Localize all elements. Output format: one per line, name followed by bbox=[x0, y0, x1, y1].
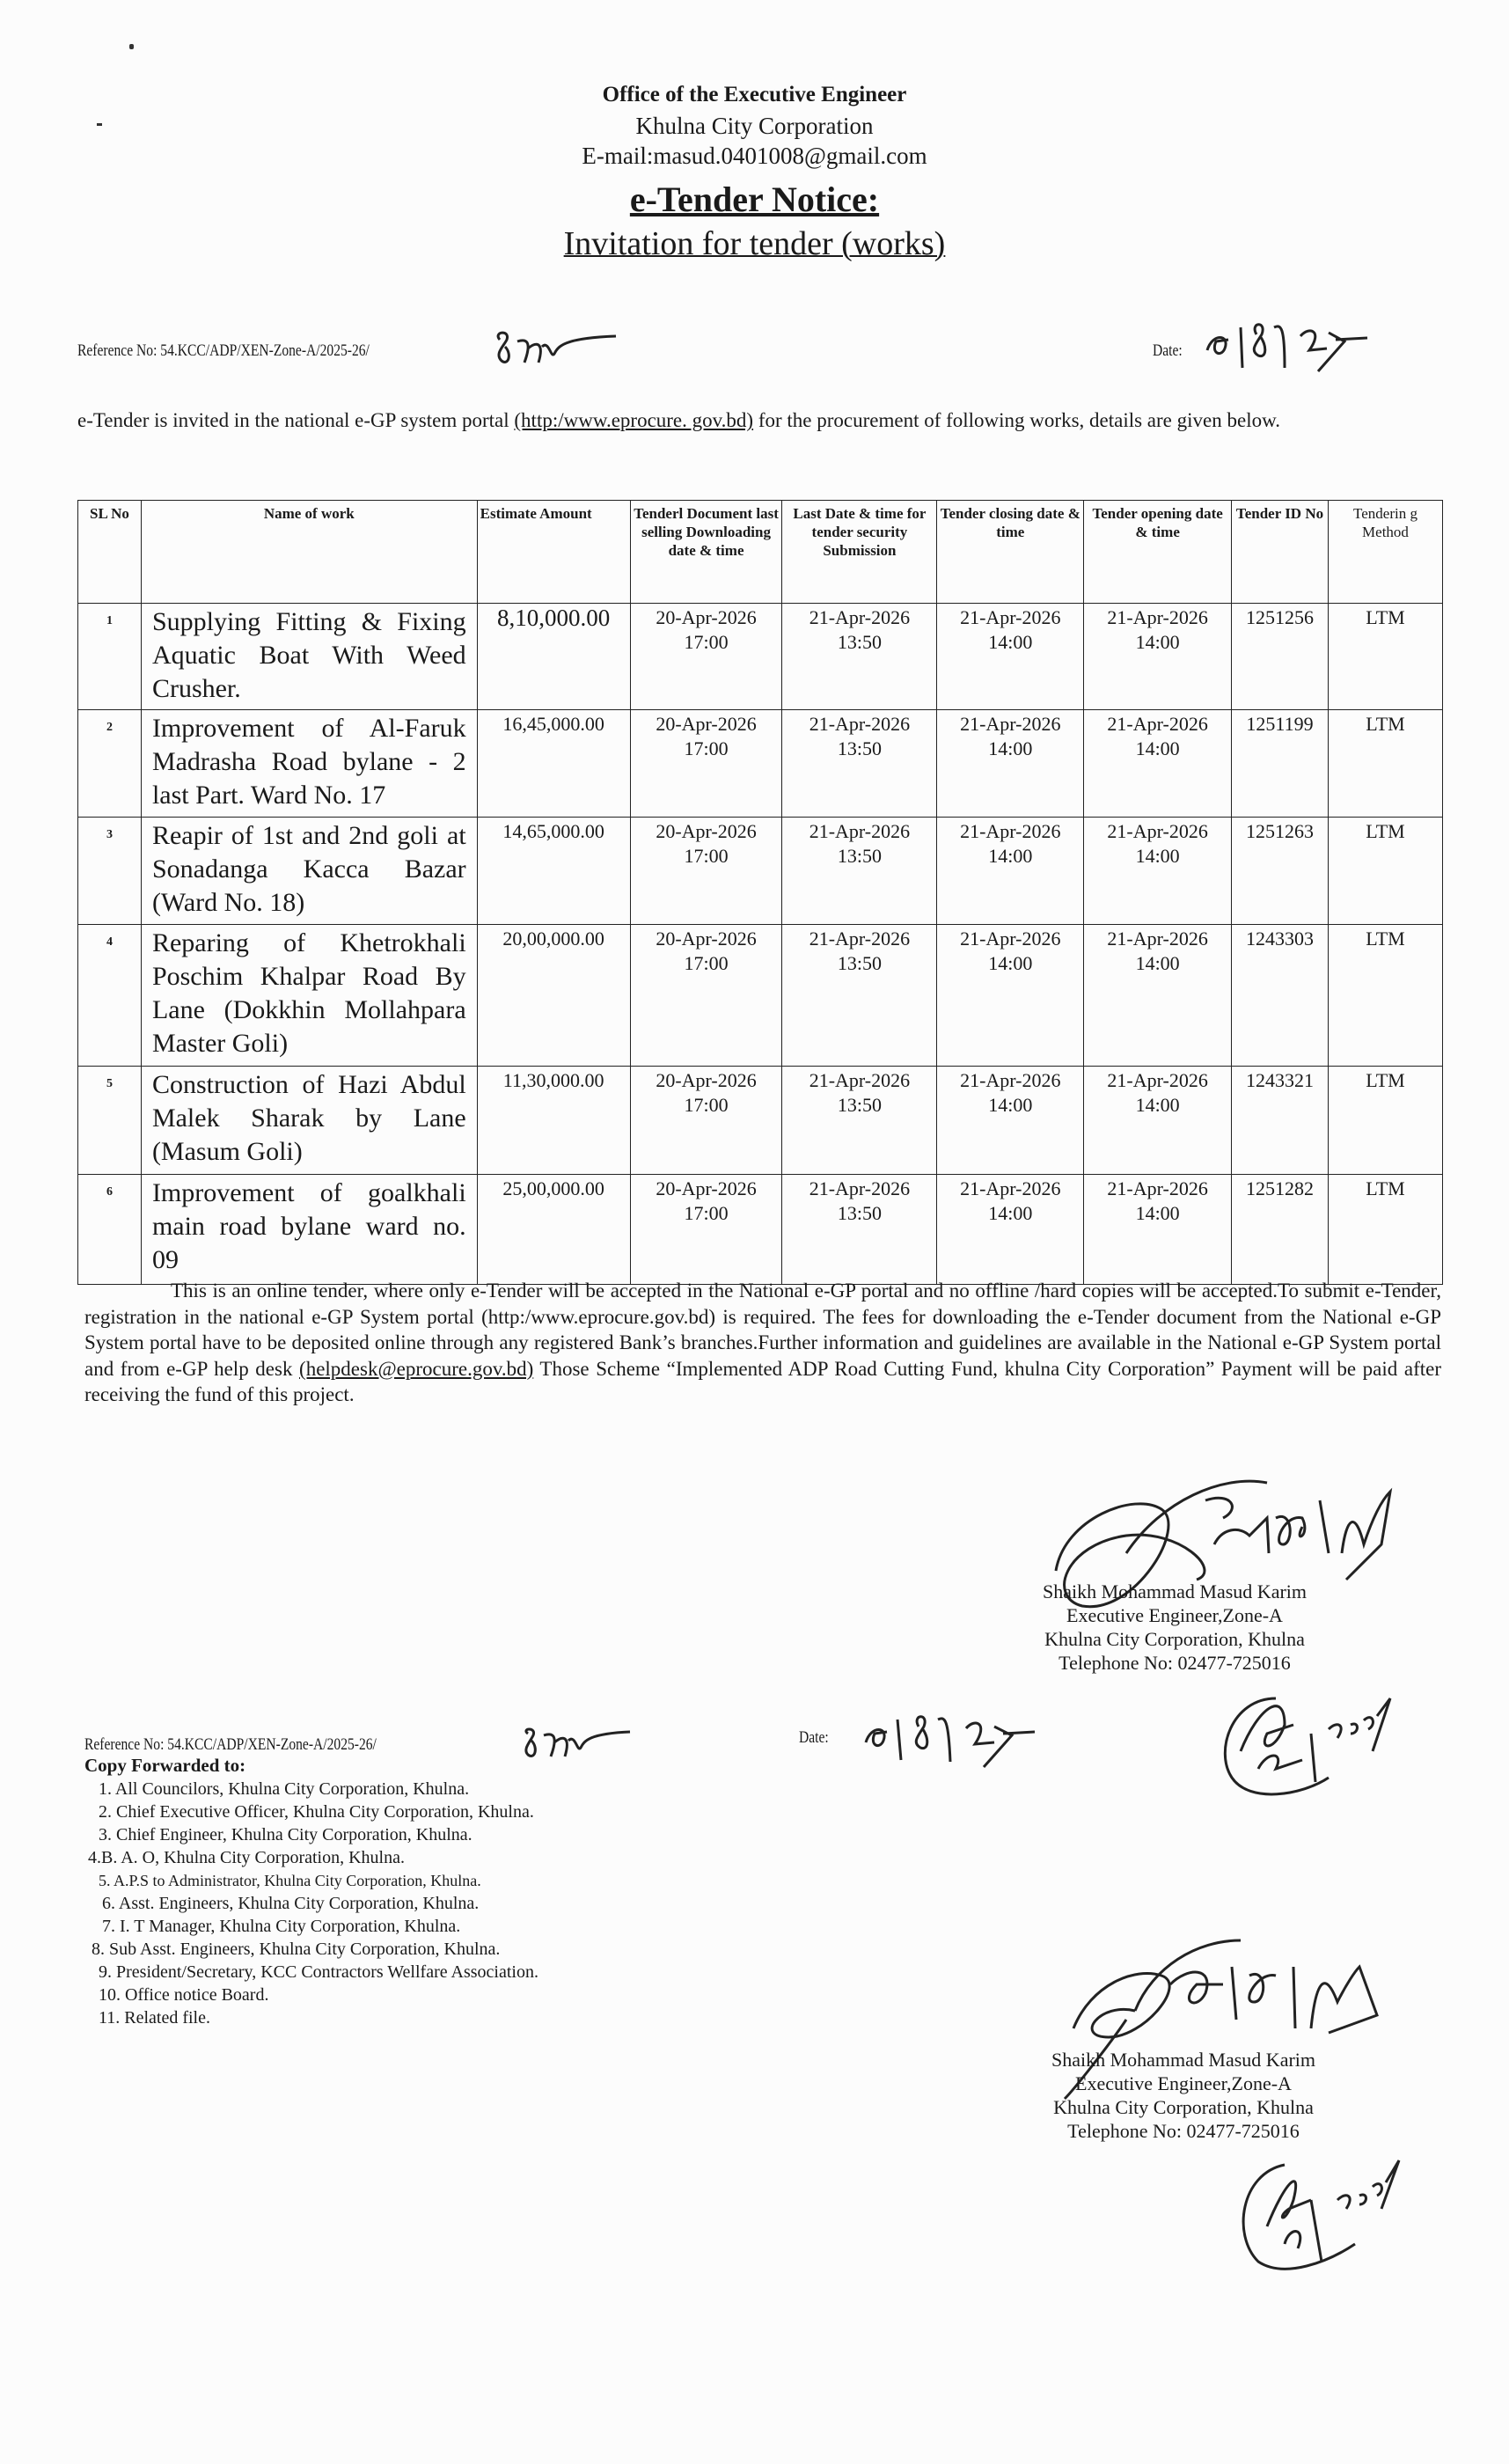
cell-document-selling bbox=[630, 818, 782, 925]
cell-opening bbox=[1084, 818, 1232, 925]
copy-recipient: 2. Chief Executive Officer, Khulna City Corporation, Khulna. bbox=[99, 1802, 534, 1822]
estimate-amount: 20,00,000.00 bbox=[502, 928, 604, 950]
initial-mark-2 bbox=[1223, 2147, 1417, 2279]
table-header-row bbox=[78, 501, 1443, 604]
opening-date: 21-Apr-2026 bbox=[1107, 928, 1208, 950]
sl-number: 2 bbox=[106, 721, 113, 734]
table-row bbox=[78, 925, 1443, 1067]
security-time: 13:50 bbox=[837, 952, 882, 974]
copy-date-label: Date: bbox=[799, 1728, 829, 1747]
estimate-amount: 8,10,000.00 bbox=[497, 605, 611, 631]
reference-number bbox=[77, 341, 370, 361]
signatory-name: Shaikh Mohammad Masud Karim bbox=[1051, 2049, 1316, 2071]
cell-security-submission bbox=[782, 1067, 937, 1175]
cell-name-of-work bbox=[141, 1175, 477, 1285]
doc-date: 20-Apr-2026 bbox=[656, 1177, 757, 1199]
tender-id: 1243321 bbox=[1246, 1069, 1315, 1091]
security-date: 21-Apr-2026 bbox=[809, 606, 911, 628]
cell-sl-no bbox=[78, 710, 142, 818]
tendering-method: LTM bbox=[1366, 713, 1405, 735]
opening-time: 14:00 bbox=[1135, 737, 1180, 759]
copy-recipient: 5. A.P.S to Administrator, Khulna City Corporation, Khulna. bbox=[99, 1872, 481, 1889]
closing-time: 14:00 bbox=[988, 952, 1033, 974]
header-security-submission: Last Date & time for tender security Submission bbox=[782, 501, 937, 604]
organization-name: Khulna City Corporation bbox=[635, 113, 874, 139]
initial-mark-1 bbox=[1205, 1681, 1408, 1804]
handwritten-date bbox=[1204, 315, 1371, 377]
copy-recipient-list bbox=[88, 1778, 538, 2029]
cell-opening bbox=[1084, 925, 1232, 1067]
security-time: 13:50 bbox=[837, 1094, 882, 1116]
cell-security-submission bbox=[782, 818, 937, 925]
cell-security-submission bbox=[782, 1175, 937, 1285]
tendering-method: LTM bbox=[1366, 1069, 1405, 1091]
doc-time: 17:00 bbox=[684, 952, 729, 974]
copy-handwritten-date bbox=[862, 1707, 1038, 1769]
header-closing: Tender closing date & time bbox=[937, 501, 1084, 604]
copy-handwritten-reference-no bbox=[519, 1727, 634, 1762]
cell-security-submission bbox=[782, 925, 937, 1067]
cell-opening bbox=[1084, 604, 1232, 710]
security-date: 21-Apr-2026 bbox=[809, 1177, 911, 1199]
tendering-method: LTM bbox=[1366, 928, 1405, 950]
copy-recipient: 8. Sub Asst. Engineers, Khulna City Corporation, Khulna. bbox=[92, 1940, 501, 1959]
tender-id: 1251199 bbox=[1246, 713, 1314, 735]
copy-recipient: 3. Chief Engineer, Khulna City Corporation, Khulna. bbox=[99, 1825, 472, 1844]
cell-document-selling bbox=[630, 1175, 782, 1285]
intro-text-end: for the procurement of following works, details are given below. bbox=[753, 409, 1280, 431]
doc-date: 20-Apr-2026 bbox=[656, 928, 757, 950]
sl-number: 1 bbox=[106, 614, 113, 627]
table-row bbox=[78, 1067, 1443, 1175]
closing-time: 14:00 bbox=[988, 631, 1033, 653]
cell-tendering-method bbox=[1329, 1175, 1443, 1285]
estimate-amount: 16,45,000.00 bbox=[502, 713, 604, 735]
doc-time: 17:00 bbox=[684, 737, 729, 759]
opening-date: 21-Apr-2026 bbox=[1107, 606, 1208, 628]
signatory-office: Khulna City Corporation, Khulna bbox=[1044, 1628, 1305, 1650]
notice-subtitle: Invitation for tender (works) bbox=[563, 225, 946, 262]
work-name: Construction of Hazi Abdul Malek Sharak by Lane (Masum Goli) bbox=[151, 1070, 466, 1166]
header-opening: Tender opening date & time bbox=[1084, 501, 1232, 604]
copy-recipient: 7. I. T Manager, Khulna City Corporation, Khulna. bbox=[102, 1917, 461, 1936]
copy-recipient: 1. All Councilors, Khulna City Corporation, Khulna. bbox=[99, 1779, 470, 1799]
scan-speck bbox=[97, 123, 102, 126]
header-sl-no: SL No bbox=[78, 501, 142, 604]
security-time: 13:50 bbox=[837, 845, 882, 867]
cell-closing bbox=[937, 818, 1084, 925]
cell-name-of-work bbox=[141, 1067, 477, 1175]
cell-security-submission bbox=[782, 604, 937, 710]
closing-date: 21-Apr-2026 bbox=[960, 928, 1061, 950]
table-row bbox=[78, 710, 1443, 818]
signatory-name: Shaikh Mohammad Masud Karim bbox=[1042, 1580, 1308, 1602]
doc-date: 20-Apr-2026 bbox=[656, 1069, 757, 1091]
cell-closing bbox=[937, 1175, 1084, 1285]
header-estimate-amount: Estimate Amount bbox=[477, 501, 630, 604]
closing-date: 21-Apr-2026 bbox=[960, 1177, 1061, 1199]
cell-tender-id bbox=[1232, 604, 1329, 710]
cell-estimate-amount bbox=[477, 1175, 630, 1285]
signatory-office: Khulna City Corporation, Khulna bbox=[1053, 2096, 1314, 2118]
cell-tender-id bbox=[1232, 710, 1329, 818]
copy-reference-number bbox=[84, 1735, 377, 1755]
cell-tender-id bbox=[1232, 925, 1329, 1067]
copy-recipient: 4.B. A. O, Khulna City Corporation, Khulna. bbox=[88, 1848, 405, 1867]
tender-table bbox=[77, 500, 1443, 1285]
closing-time: 14:00 bbox=[988, 845, 1033, 867]
tender-id: 1251263 bbox=[1246, 820, 1315, 842]
security-time: 13:50 bbox=[837, 1202, 882, 1224]
office-email: E-mail:masud.0401008@gmail.com bbox=[582, 143, 927, 169]
cell-tender-id bbox=[1232, 1067, 1329, 1175]
cell-closing bbox=[937, 710, 1084, 818]
cell-document-selling bbox=[630, 710, 782, 818]
copy-forwarded-heading: Copy Forwarded to: bbox=[84, 1755, 246, 1776]
signature-block-2 bbox=[1003, 2048, 1364, 2143]
terms-text: This is an online tender, where only e-Tender will be accepted in the National e-GP portal and no offline /hard copies will be accepted.To submit e-Tender, registration in the national e-GP System portal (http:/www.eprocure.gov.bd) is required. The fees for downloading the e-Tender document from the National e-GP System portal have to be deposited online through any registered Bank’s branches.Further information and guidelines are available in the National e-GP System portal and from e-GP help desk bbox=[84, 1280, 1441, 1380]
table-row bbox=[78, 818, 1443, 925]
cell-document-selling bbox=[630, 925, 782, 1067]
security-date: 21-Apr-2026 bbox=[809, 928, 911, 950]
cell-sl-no bbox=[78, 1067, 142, 1175]
security-date: 21-Apr-2026 bbox=[809, 1069, 911, 1091]
cell-estimate-amount bbox=[477, 818, 630, 925]
cell-tender-id bbox=[1232, 818, 1329, 925]
copy-reference-label: Reference No: 54.KCC/ADP/XEN-Zone-A/2025-26/ bbox=[84, 1735, 377, 1754]
opening-date: 21-Apr-2026 bbox=[1107, 820, 1208, 842]
closing-date: 21-Apr-2026 bbox=[960, 1069, 1061, 1091]
closing-date: 21-Apr-2026 bbox=[960, 820, 1061, 842]
cell-security-submission bbox=[782, 710, 937, 818]
cell-estimate-amount bbox=[477, 925, 630, 1067]
copy-recipient: 9. President/Secretary, KCC Contractors Wellfare Association. bbox=[99, 1962, 538, 1982]
helpdesk-link[interactable]: (helpdesk@eprocure.gov.bd) bbox=[299, 1357, 534, 1380]
reference-label: Reference No: 54.KCC/ADP/XEN-Zone-A/2025-26/ bbox=[77, 341, 370, 360]
doc-time: 17:00 bbox=[684, 1202, 729, 1224]
cell-sl-no bbox=[78, 818, 142, 925]
terms-paragraph bbox=[84, 1278, 1441, 1408]
sl-number: 6 bbox=[106, 1185, 113, 1199]
header-document-selling: Tenderl Document last selling Downloading date & time bbox=[630, 501, 782, 604]
opening-time: 14:00 bbox=[1135, 1202, 1180, 1224]
cell-sl-no bbox=[78, 1175, 142, 1285]
work-name: Reparing of Khetrokhali Poschim Khalpar Road By Lane (Dokkhin Mollahpara Master Goli) bbox=[151, 928, 466, 1058]
cell-document-selling bbox=[630, 1067, 782, 1175]
copy-recipient: 10. Office notice Board. bbox=[99, 1985, 269, 2005]
cell-tendering-method bbox=[1329, 818, 1443, 925]
tendering-method: LTM bbox=[1366, 606, 1405, 628]
closing-date: 21-Apr-2026 bbox=[960, 606, 1061, 628]
opening-date: 21-Apr-2026 bbox=[1107, 713, 1208, 735]
tender-id: 1251256 bbox=[1246, 606, 1315, 628]
security-time: 13:50 bbox=[837, 737, 882, 759]
opening-time: 14:00 bbox=[1135, 952, 1180, 974]
doc-date: 20-Apr-2026 bbox=[656, 820, 757, 842]
doc-date: 20-Apr-2026 bbox=[656, 606, 757, 628]
closing-date: 21-Apr-2026 bbox=[960, 713, 1061, 735]
handwritten-reference-no bbox=[493, 327, 625, 371]
scan-speck bbox=[129, 44, 134, 49]
cell-tender-id bbox=[1232, 1175, 1329, 1285]
cell-name-of-work bbox=[141, 604, 477, 710]
work-name: Reapir of 1st and 2nd goli at Sonadanga Kacca Bazar (Ward No. 18) bbox=[151, 821, 466, 917]
cell-sl-no bbox=[78, 925, 142, 1067]
tender-id: 1251282 bbox=[1246, 1177, 1315, 1199]
cell-tendering-method bbox=[1329, 710, 1443, 818]
doc-time: 17:00 bbox=[684, 1094, 729, 1116]
copy-recipient: 11. Related file. bbox=[99, 2008, 210, 2028]
cell-estimate-amount bbox=[477, 604, 630, 710]
opening-time: 14:00 bbox=[1135, 845, 1180, 867]
signature-block-1 bbox=[994, 1580, 1355, 1675]
tendering-method: LTM bbox=[1366, 820, 1405, 842]
work-name: Improvement of goalkhali main road bylane ward no. 09 bbox=[151, 1178, 466, 1274]
doc-date: 20-Apr-2026 bbox=[656, 713, 757, 735]
header-tendering-method: Tenderin g Method bbox=[1329, 501, 1443, 604]
doc-time: 17:00 bbox=[684, 631, 729, 653]
intro-text: e-Tender is invited in the national e-GP system portal bbox=[77, 409, 515, 431]
cell-closing bbox=[937, 925, 1084, 1067]
sl-number: 5 bbox=[106, 1077, 113, 1090]
intro-paragraph bbox=[77, 407, 1446, 434]
sl-number: 3 bbox=[106, 828, 113, 841]
closing-time: 14:00 bbox=[988, 1202, 1033, 1224]
opening-date: 21-Apr-2026 bbox=[1107, 1177, 1208, 1199]
signatory-designation: Executive Engineer,Zone-A bbox=[1075, 2072, 1292, 2094]
cell-tendering-method bbox=[1329, 604, 1443, 710]
cell-name-of-work bbox=[141, 710, 477, 818]
sl-number: 4 bbox=[106, 935, 113, 949]
cell-closing bbox=[937, 1067, 1084, 1175]
cell-opening bbox=[1084, 710, 1232, 818]
cell-document-selling bbox=[630, 604, 782, 710]
tender-id: 1243303 bbox=[1246, 928, 1315, 950]
header-tender-id: Tender ID No bbox=[1232, 501, 1329, 604]
terms-text-end: Those Scheme “Implemented ADP Road Cutting Fund, khulna City Corporation” Payment will be paid after receiving the fund of this project. bbox=[84, 1357, 1441, 1405]
cell-name-of-work bbox=[141, 925, 477, 1067]
tendering-method: LTM bbox=[1366, 1177, 1405, 1199]
closing-time: 14:00 bbox=[988, 1094, 1033, 1116]
table-row bbox=[78, 604, 1443, 710]
estimate-amount: 14,65,000.00 bbox=[502, 820, 604, 842]
work-name: Improvement of Al-Faruk Madrasha Road bylane - 2 last Part. Ward No. 17 bbox=[151, 714, 466, 810]
cell-opening bbox=[1084, 1067, 1232, 1175]
security-date: 21-Apr-2026 bbox=[809, 713, 911, 735]
cell-opening bbox=[1084, 1175, 1232, 1285]
header-name-of-work: Name of work bbox=[141, 501, 477, 604]
closing-time: 14:00 bbox=[988, 737, 1033, 759]
cell-name-of-work bbox=[141, 818, 477, 925]
opening-time: 14:00 bbox=[1135, 1094, 1180, 1116]
cell-sl-no bbox=[78, 604, 142, 710]
cell-tendering-method bbox=[1329, 925, 1443, 1067]
signatory-telephone: Telephone No: 02477-725016 bbox=[1067, 2120, 1300, 2142]
signatory-designation: Executive Engineer,Zone-A bbox=[1066, 1604, 1283, 1626]
cell-tendering-method bbox=[1329, 1067, 1443, 1175]
estimate-amount: 11,30,000.00 bbox=[502, 1069, 604, 1091]
cell-estimate-amount bbox=[477, 1067, 630, 1175]
eprocure-link[interactable]: (http:/www.eprocure. gov.bd) bbox=[514, 409, 754, 431]
table-row bbox=[78, 1175, 1443, 1285]
cell-estimate-amount bbox=[477, 710, 630, 818]
security-time: 13:50 bbox=[837, 631, 882, 653]
cell-closing bbox=[937, 604, 1084, 710]
opening-date: 21-Apr-2026 bbox=[1107, 1069, 1208, 1091]
office-heading: Office of the Executive Engineer bbox=[602, 83, 907, 106]
notice-title: e-Tender Notice: bbox=[629, 180, 880, 219]
signatory-telephone: Telephone No: 02477-725016 bbox=[1058, 1652, 1291, 1674]
opening-time: 14:00 bbox=[1135, 631, 1180, 653]
reference-date-label: Date: bbox=[1153, 341, 1183, 360]
work-name: Supplying Fitting & Fixing Aquatic Boat With Weed Crusher. bbox=[151, 607, 466, 703]
estimate-amount: 25,00,000.00 bbox=[502, 1177, 604, 1199]
security-date: 21-Apr-2026 bbox=[809, 820, 911, 842]
doc-time: 17:00 bbox=[684, 845, 729, 867]
copy-recipient: 6. Asst. Engineers, Khulna City Corporation, Khulna. bbox=[102, 1894, 480, 1913]
